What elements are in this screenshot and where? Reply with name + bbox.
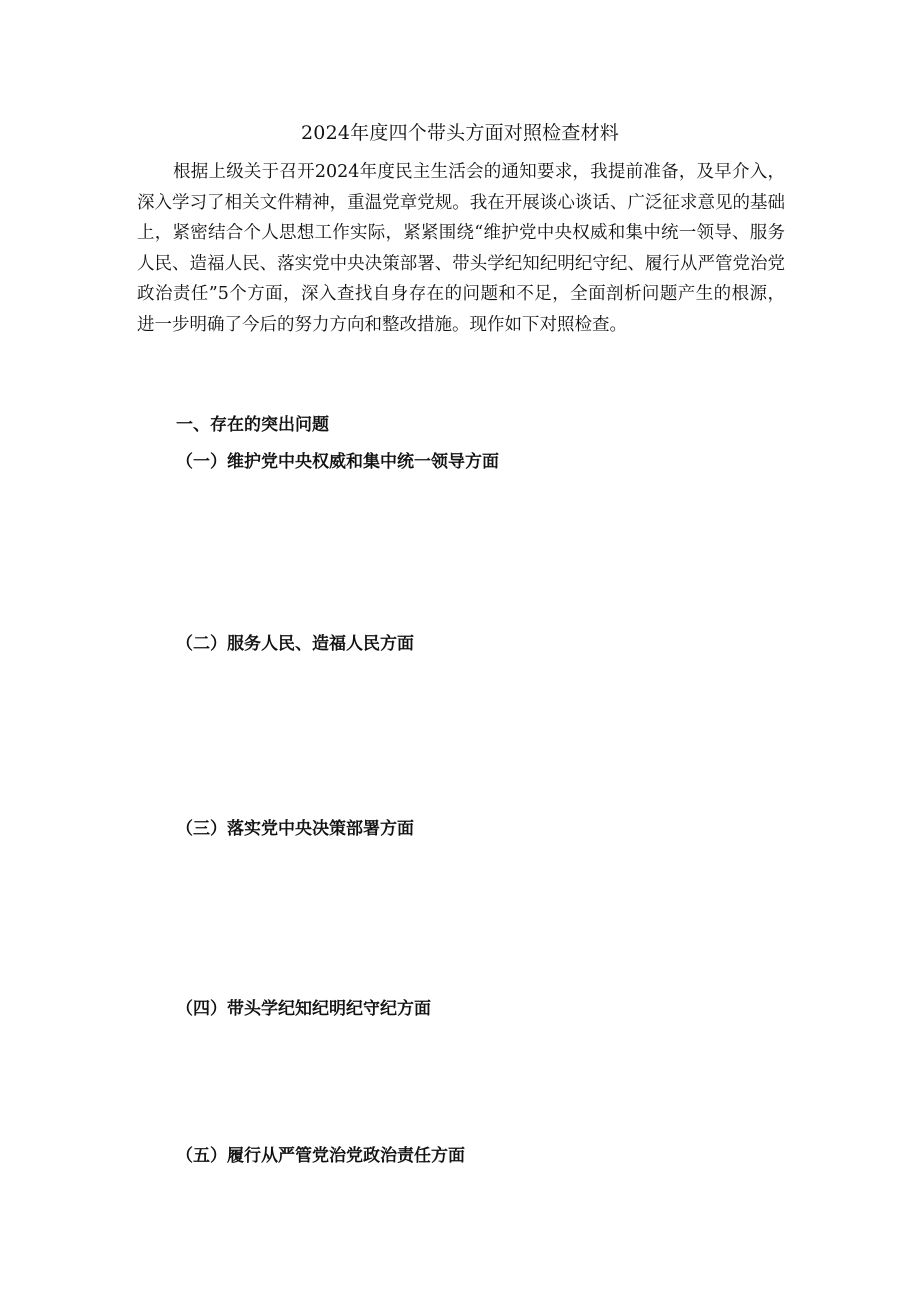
subsection-heading-4: （四）带头学纪知纪明纪守纪方面	[176, 999, 431, 1019]
subsection-heading-3: （三）落实党中央决策部署方面	[176, 819, 414, 839]
subsection-heading-5: （五）履行从严管党治党政治责任方面	[176, 1146, 465, 1166]
intro-paragraph: 根据上级关于召开2024年度民主生活会的通知要求，我提前准备，及早介入，深入学习了相关文件精神，重温党章党规。我在开展谈心谈话、广泛征求意见的基础上，紧密结合个人思想工作实际，紧紧围绕“维护党中央权威和集中统一领导、服务人民、造福人民、落实党中央决策部署、带头学纪知纪明纪守纪、履行从严管党治党政治责任”5个方面，深入查找自身存在的问题和不足，全面剖析问题产生的根源，进一步明确了今后的努力方向和整改措施。现作如下对照检查。	[137, 162, 785, 335]
subsection-heading-2: （二）服务人民、造福人民方面	[176, 634, 414, 654]
subsection-heading-1: （一）维护党中央权威和集中统一领导方面	[176, 452, 499, 472]
section-heading-problems: 一、存在的突出问题	[176, 415, 329, 435]
document-title: 2024年度四个带头方面对照检查材料	[301, 122, 619, 144]
